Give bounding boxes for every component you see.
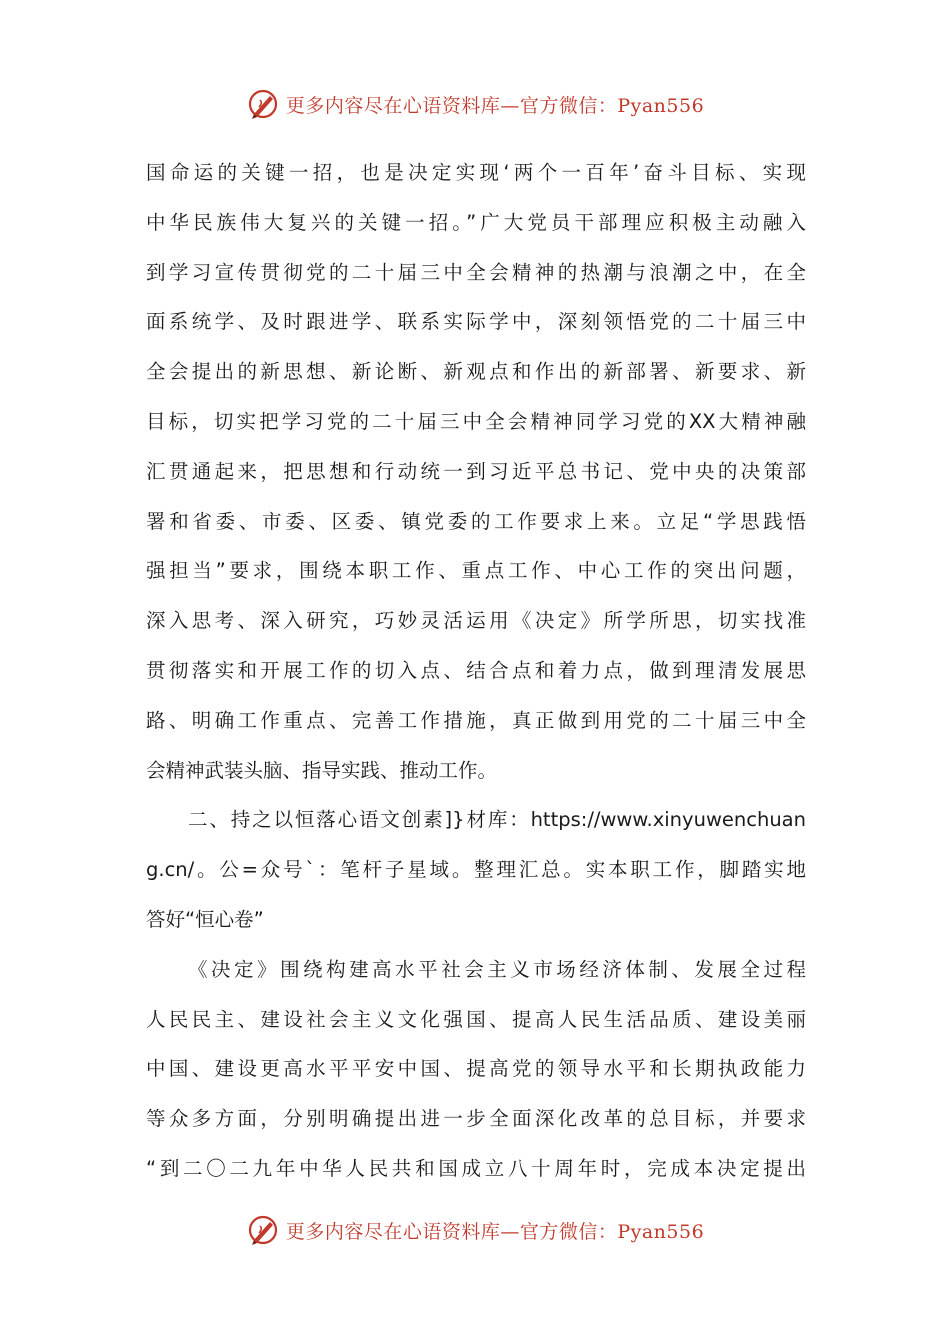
- text-line: 到学习宣传贯彻党的二十届三中全会精神的热潮与浪潮之中，在全: [146, 260, 806, 284]
- paragraph-start-line: 《决定》围绕构建高水平社会主义市场经济体制、发展全过程: [188, 957, 806, 981]
- text-line: 路、明确工作重点、完善工作措施，真正做到用党的二十届三中全: [146, 708, 806, 732]
- pen-logo-icon: [246, 1213, 280, 1247]
- text-line: 深入思考、深入研究，巧妙灵活运用《决定》所学所思，切实找准: [146, 609, 806, 633]
- text-line: 会精神武装头脑、指导实践、推动工作。: [146, 758, 498, 782]
- text-line: 中国、建设更高水平平安中国、提高党的领导水平和长期执政能力: [146, 1057, 806, 1081]
- text-line: 全会提出的新思想、新论断、新观点和作出的新部署、新要求、新: [146, 360, 806, 384]
- banner-text: 更多内容尽在心语资料库—官方微信：Pyan556: [285, 1220, 705, 1243]
- text-line: 署和省委、市委、区委、镇党委的工作要求上来。立足“学思践悟: [146, 509, 806, 533]
- text-line: 汇贯通起来，把思想和行动统一到习近平总书记、党中央的决策部: [146, 459, 806, 483]
- document-body: [146, 148, 806, 1194]
- text-line: 贯彻落实和开展工作的切入点、结合点和着力点，做到理清发展思: [146, 658, 806, 682]
- banner-text: 更多内容尽在心语资料库—官方微信：Pyan556: [285, 94, 705, 117]
- text-line: 国命运的关键一招，也是决定实现‘两个一百年’奋斗目标、实现: [146, 161, 806, 184]
- footer-banner: [0, 1210, 950, 1250]
- text-line: “到二〇二九年中华人民共和国成立八十周年时，完成本决定提出: [146, 1156, 806, 1180]
- header-banner: [0, 84, 950, 124]
- text-line: 面系统学、及时跟进学、联系实际学中，深刻领悟党的二十届三中: [146, 310, 806, 334]
- text-line: 中华民族伟大复兴的关键一招。”广大党员干部理应积极主动融入: [146, 210, 806, 234]
- text-line: 强担当”要求，围绕本职工作、重点工作、中心工作的突出问题，: [146, 559, 806, 583]
- text-line: 人民民主、建设社会主义文化强国、提高人民生活品质、建设美丽: [146, 1007, 806, 1031]
- text-line: 等众多方面，分别明确提出进一步全面深化改革的总目标，并要求: [146, 1107, 806, 1131]
- section-heading-line: 二、持之以恒落心语文创素]}材库：https://www.xinyuwenchuan: [188, 808, 806, 832]
- text-line: 目标，切实把学习党的二十届三中全会精神同学习党的XX大精神融: [146, 409, 806, 433]
- text-line: 答好“恒心卷”: [146, 907, 264, 931]
- text-line: g.cn/。公=众号`：笔杆子星域。整理汇总。实本职工作，脚踏实地: [146, 858, 806, 882]
- pen-logo-icon: [246, 87, 280, 121]
